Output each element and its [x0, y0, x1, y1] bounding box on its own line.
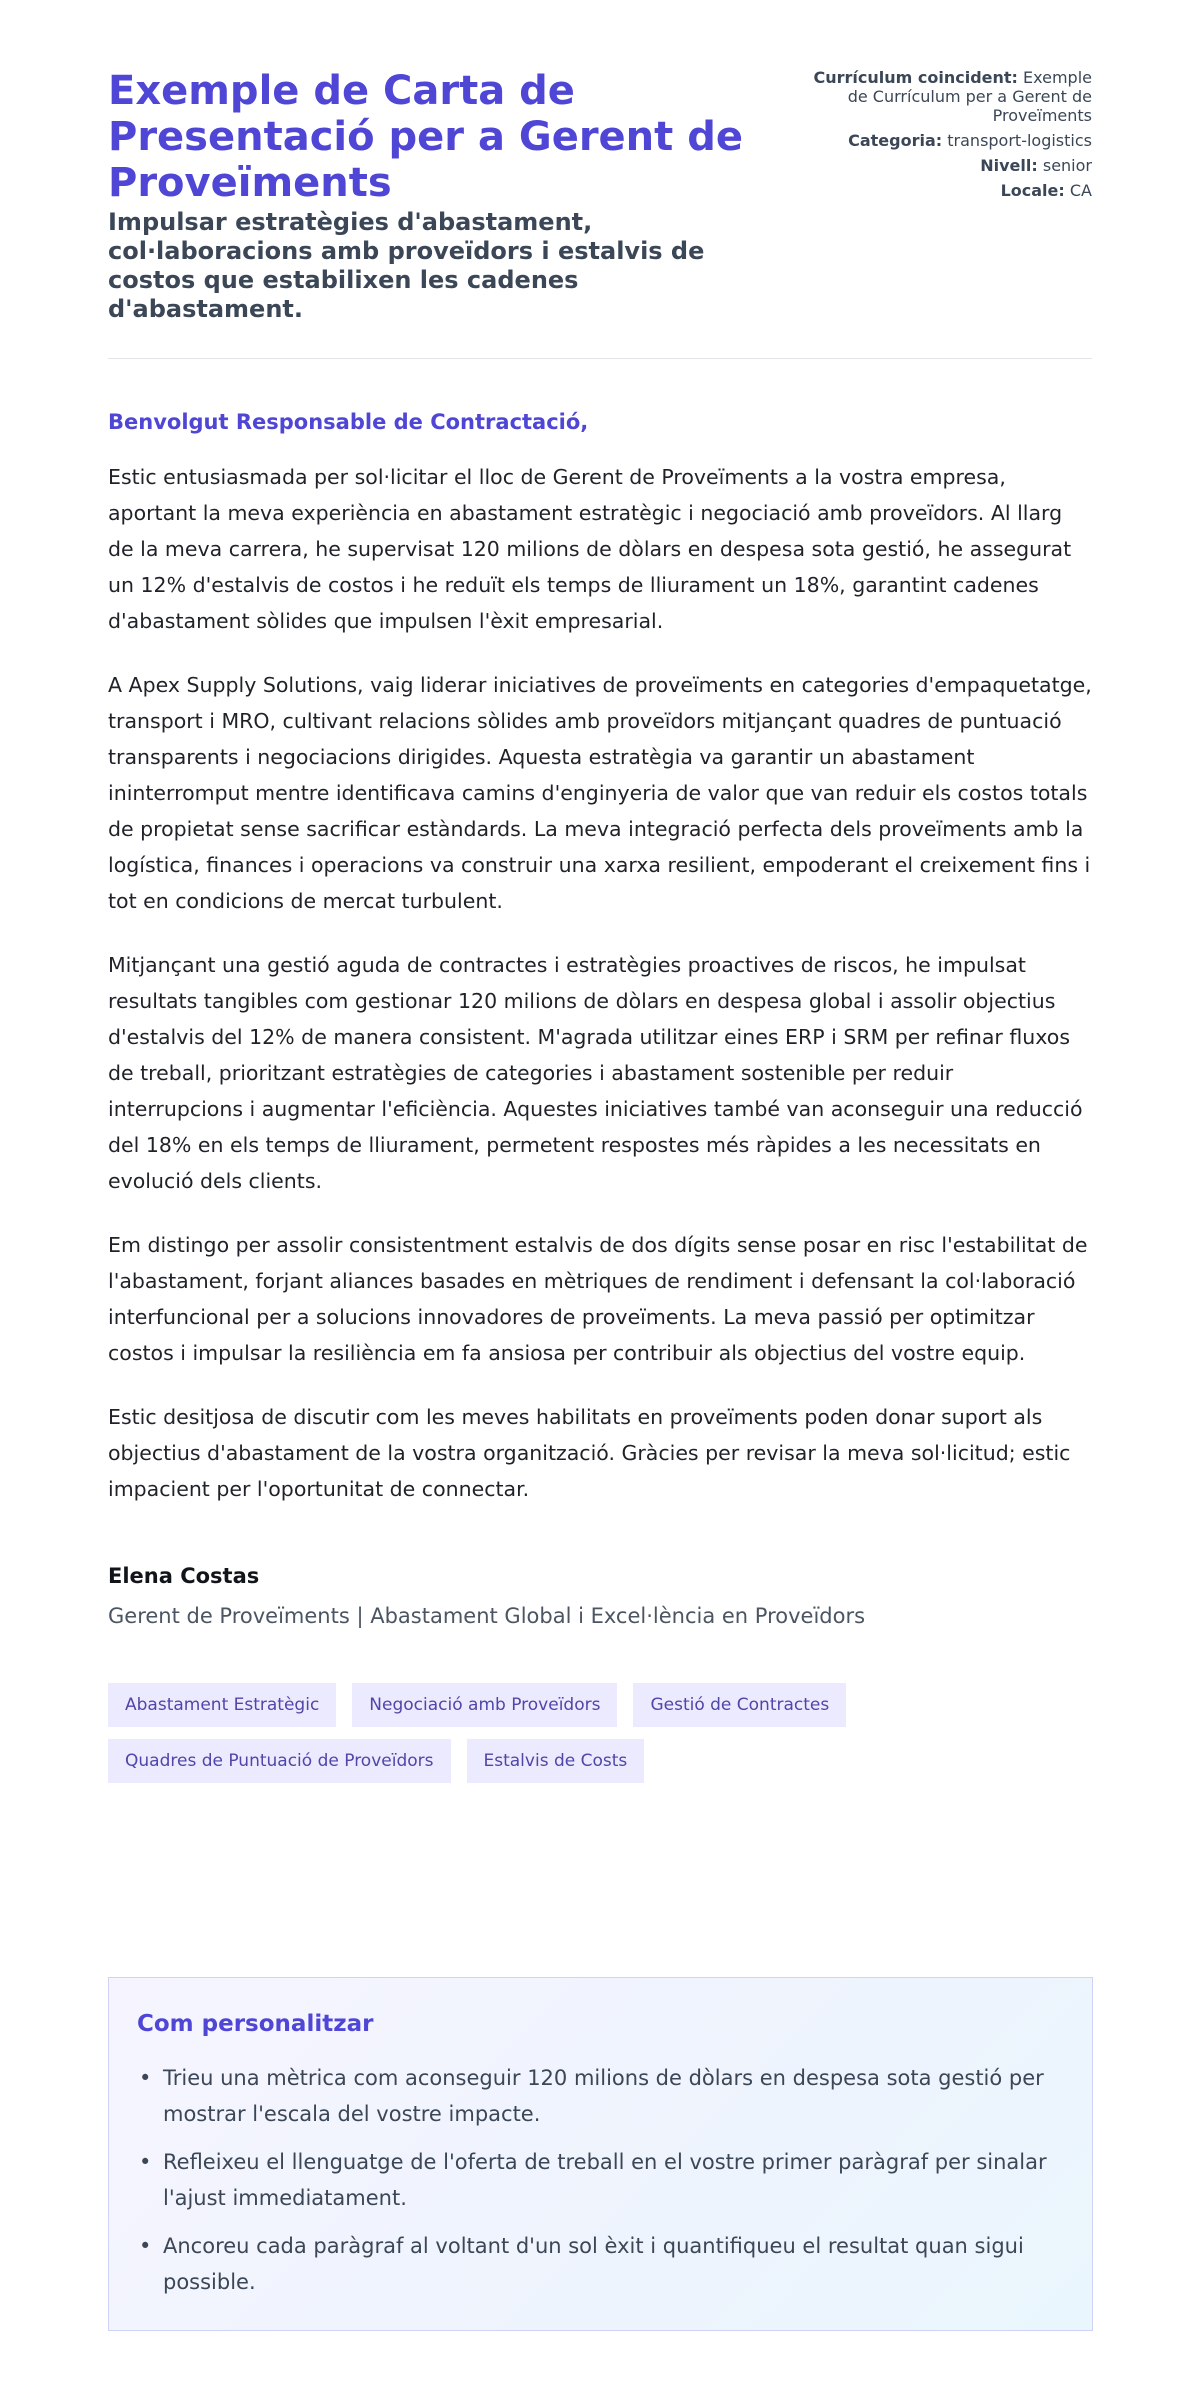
meta-label: Currículum coincident:: [813, 68, 1018, 87]
meta-label: Categoria:: [848, 131, 943, 150]
letter-paragraph: Em distingo per assolir consistentment estalvis de dos dígits sense posar en risc l'estabilitat de l'abastament, forjant aliances basades en mètriques de rendiment i defensant la col·laboració interfuncional per a solucions innovadores de proveïments. La meva passió per optimitzar costos i impulsar la resiliència em fa ansiosa per contribuir als objectius del vostre equip.: [108, 1233, 1088, 1365]
tip-item: • Trieu una mètrica com aconseguir 120 milions de dòlars en despesa sota gestió per mostrar l'escala del vostre impacte.: [137, 2060, 1064, 2132]
skill-tags: [108, 1683, 908, 1783]
meta-matching-resume: [792, 68, 1092, 125]
skill-tag: Negociació amb Proveïdors: [352, 1683, 617, 1727]
meta-locale: [792, 181, 1092, 200]
tips-list: [137, 2060, 1064, 2300]
letter-paragraph: A Apex Supply Solutions, vaig liderar iniciatives de proveïments en categories d'empaquetatge, transport i MRO, cultivant relacions sòlides amb proveïdors mitjançant quadres de puntuació transparents i negociacions dirigides. Aquesta estratègia va garantir un abastament ininterromput mentre identificava camins d'enginyeria de valor que van reduir els costos totals de propietat sense sacrificar estàndards. La meva integració perfecta dels proveïments amb la logística, finances i operacions va construir una xarxa resilient, empoderant el creixement fins i tot en condicions de mercat turbulent.: [108, 673, 1092, 913]
tips-title: Com personalitzar: [137, 2011, 374, 2037]
page-subtitle: Impulsar estratègies d'abastament, col·laboracions amb proveïdors i estalvis de costos que estabilixen les cadenes d'abastament.: [108, 208, 705, 323]
meta-value: CA: [1069, 181, 1092, 200]
meta-value: transport-logistics: [947, 131, 1092, 150]
signature-block: [108, 1563, 1092, 1629]
meta-label: Nivell:: [980, 156, 1038, 175]
meta-category: [792, 131, 1092, 150]
meta-value: senior: [1042, 156, 1092, 175]
signer-name: Elena Costas: [108, 1564, 260, 1588]
skill-tag: Quadres de Puntuació de Proveïdors: [108, 1739, 451, 1783]
letter-paragraph: Estic desitjosa de discutir com les meves habilitats en proveïments poden donar suport als objectius d'abastament de la vostra organització. Gràcies per revisar la meva sol·licitud; estic impacient per l'oportunitat de connectar.: [108, 1405, 1071, 1501]
letter-paragraph: Estic entusiasmada per sol·licitar el lloc de Gerent de Proveïments a la vostra empresa, aportant la meva experiència en abastament estratègic i negociació amb proveïdors. Al llarg de la meva carrera, he supervisat 120 milions de dòlars en despesa sota gestió, he assegurat un 12% d'estalvis de costos i he reduït els temps de lliurament un 18%, garantint cadenes d'abastament sòlides que impulsen l'èxit empresarial.: [108, 465, 1072, 633]
letter-body: [108, 459, 1092, 1507]
metadata-panel: [792, 68, 1092, 206]
tip-item: • Ancoreu cada paràgraf al voltant d'un sol èxit i quantifiqueu el resultat quan sigui possible.: [137, 2228, 1064, 2300]
page-header: [108, 68, 1092, 359]
letter-salutation: Benvolgut Responsable de Contractació,: [108, 410, 589, 434]
meta-value: Exemple de Currículum per a Gerent de Proveïments: [847, 68, 1092, 125]
skill-tag: Estalvis de Costs: [467, 1739, 645, 1783]
tip-item: • Refleixeu el llenguatge de l'oferta de treball en el vostre primer paràgraf per sinalar l'ajust immediatament.: [137, 2144, 1064, 2216]
skill-tag: Gestió de Contractes: [633, 1683, 846, 1727]
meta-level: [792, 156, 1092, 175]
letter-paragraph: Mitjançant una gestió aguda de contractes i estratègies proactives de riscos, he impulsat resultats tangibles com gestionar 120 milions de dòlars en despesa global i assolir objectius d'estalvis del 12% de manera consistent. M'agrada utilitzar eines ERP i SRM per refinar fluxos de treball, prioritzant estratègies de categories i abastament sostenible per reduir interrupcions i augmentar l'eficiència. Aquestes iniciatives també van aconseguir una reducció del 18% en els temps de lliurament, permetent respostes més ràpides a les necessitats en evolució dels clients.: [108, 953, 1083, 1193]
page-title: Exemple de Carta de Presentació per a Gerent de Proveïments: [108, 68, 743, 206]
meta-label: Locale:: [1000, 181, 1065, 200]
signer-role: Gerent de Proveïments | Abastament Global i Excel·lència en Proveïdors: [108, 1604, 866, 1628]
customization-tips-box: [108, 1977, 1093, 2331]
skill-tag: Abastament Estratègic: [108, 1683, 336, 1727]
header-titles: [108, 68, 768, 324]
